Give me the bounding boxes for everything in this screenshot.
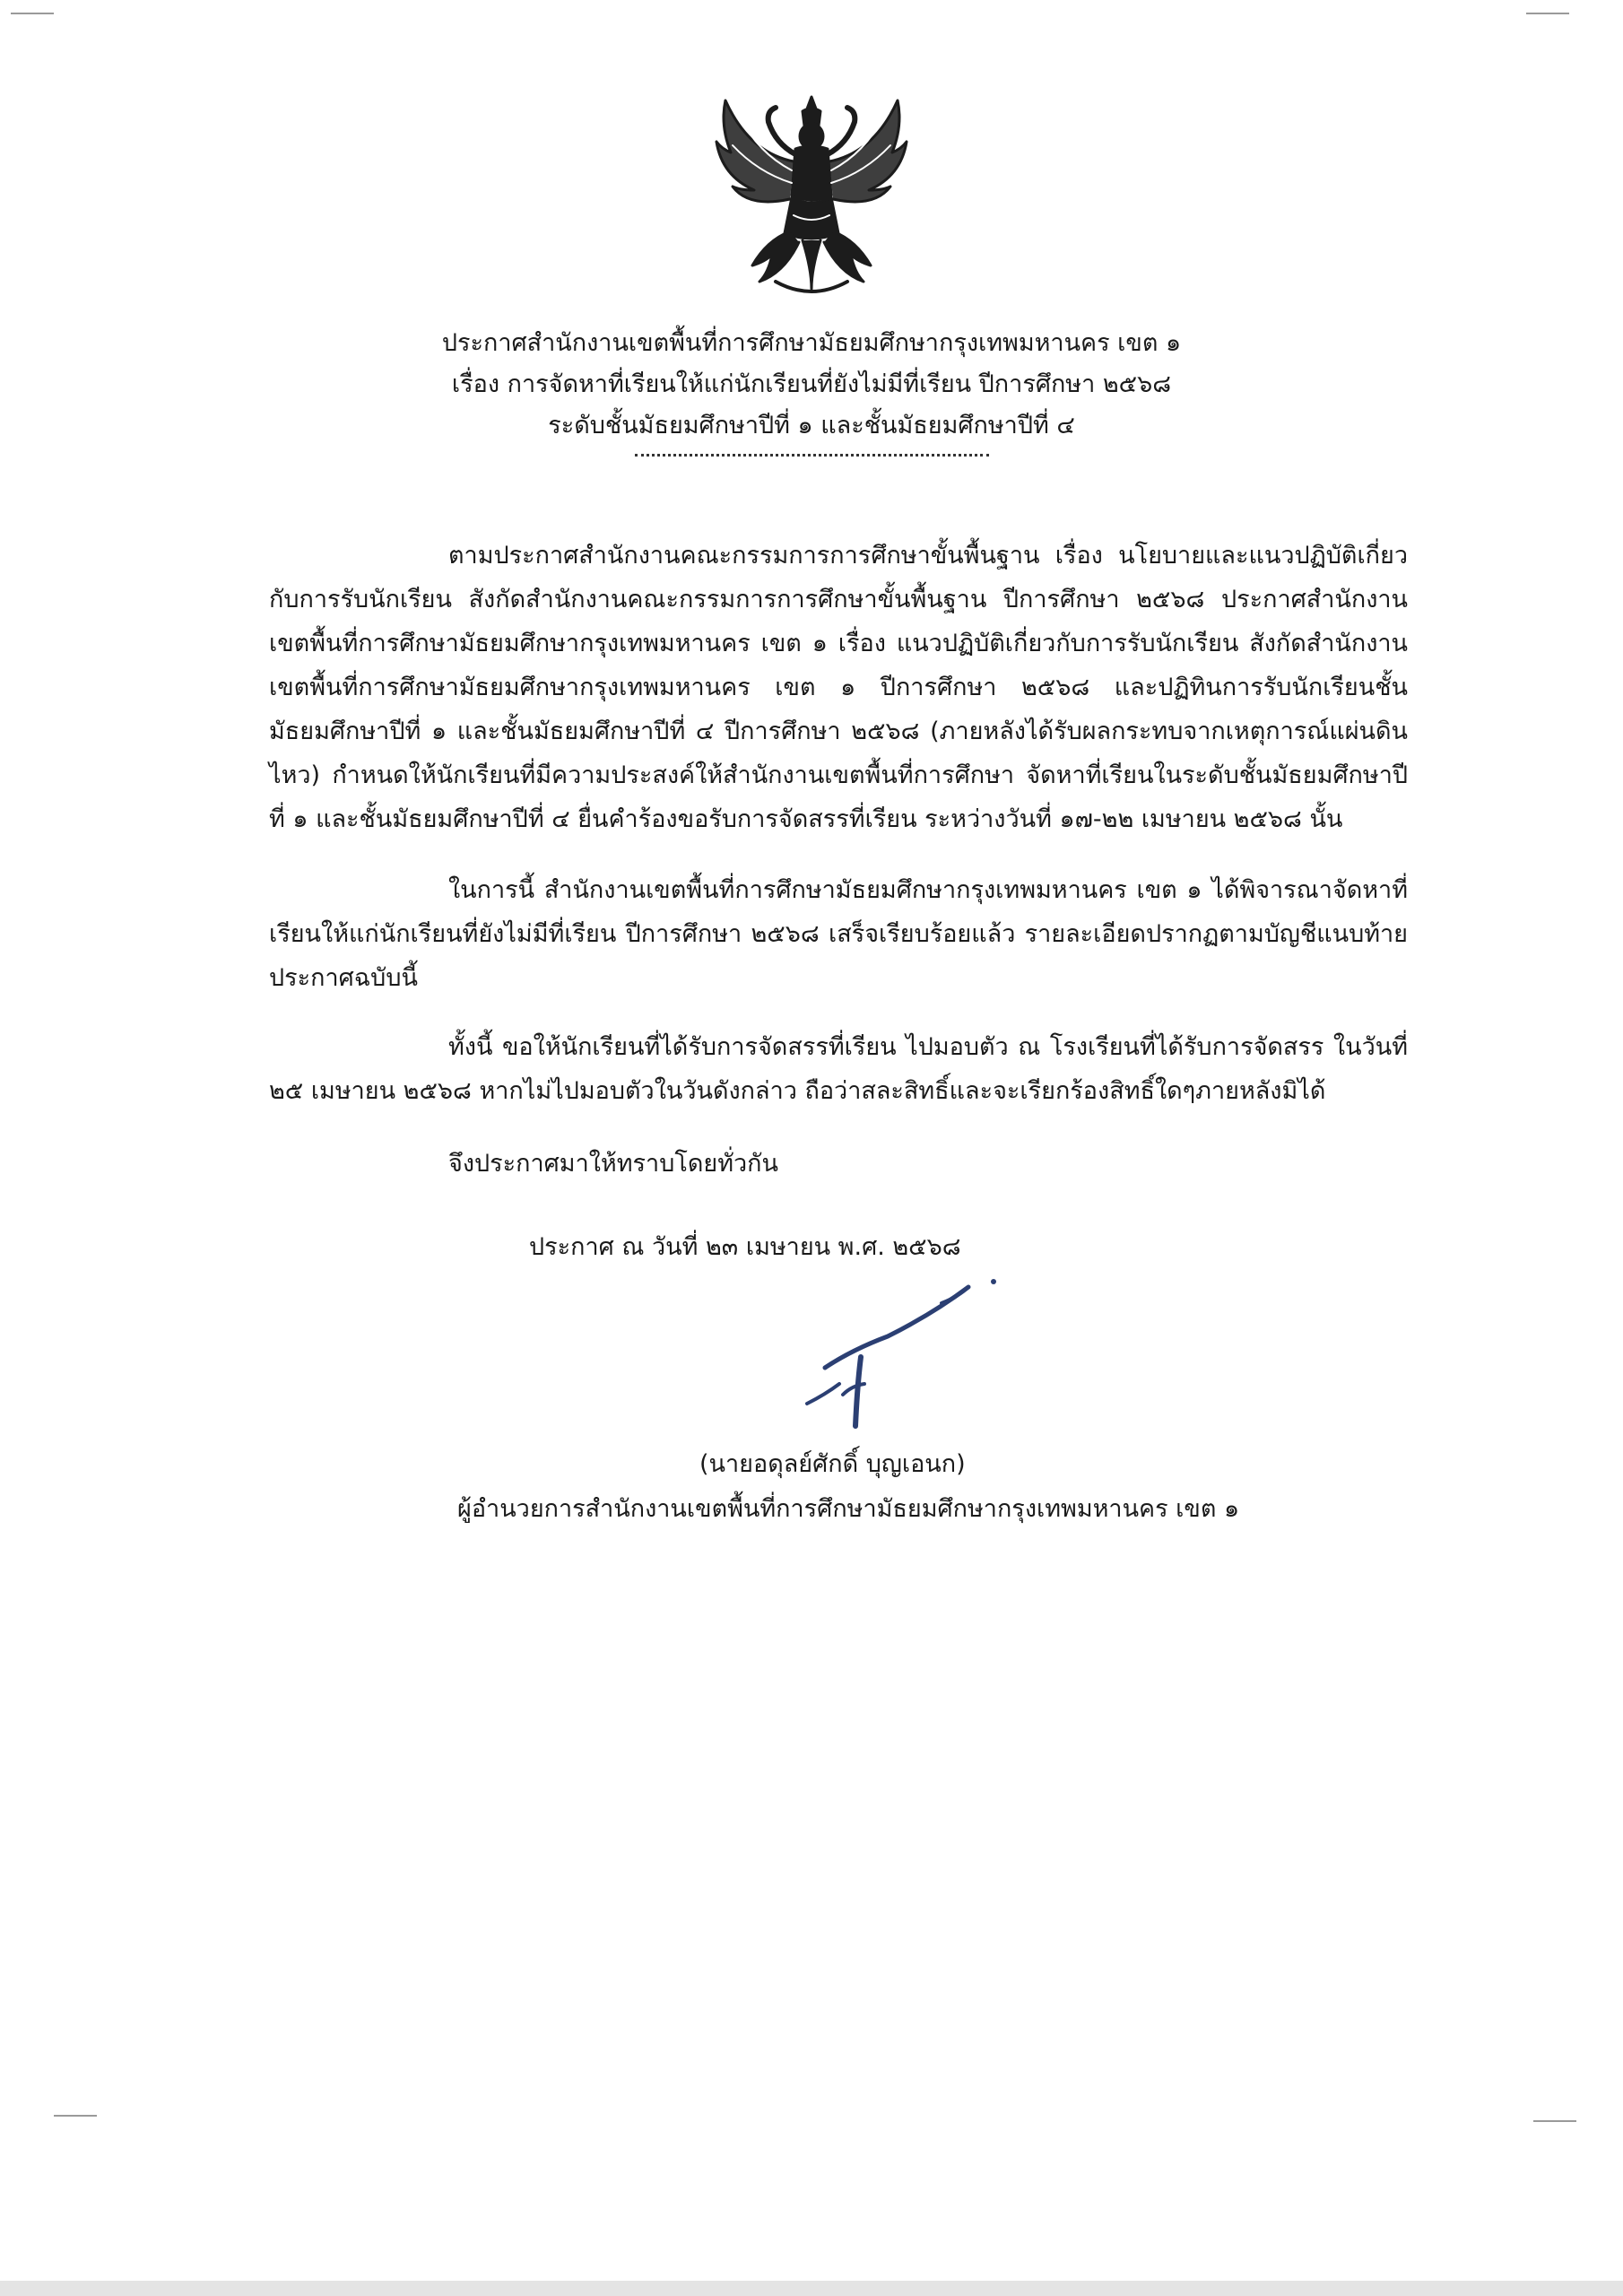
title-separator [635,454,989,457]
announcement-title: ประกาศสำนักงานเขตพื้นที่การศึกษามัธยมศึกษากรุงเทพมหานคร เขต ๑ [441,329,1182,357]
paragraph-result: ในการนี้ สำนักงานเขตพื้นที่การศึกษามัธยมศึกษากรุงเทพมหานคร เขต ๑ ได้พิจารณาจัดหาที่เรียนให้แก่นักเรียนที่ยังไม่มีที่เรียน ปีการศึกษา ๒๕๖๘ เสร็จเรียบร้อยแล้ว รายละเอียดปรากฏตามบัญชีแนบท้ายประกาศฉบับนี้ [269,876,1408,992]
scan-bottom-edge [0,2281,1623,2296]
closing-line: จึงประกาศมาให้ทราบโดยทั่วกัน [448,1150,778,1178]
crop-mark-bottom-right [1533,2120,1576,2122]
paragraph-instruction: ทั้งนี้ ขอให้นักเรียนที่ได้รับการจัดสรรที่เรียน ไปมอบตัว ณ โรงเรียนที่ได้รับการจัดสรร ในวันที่ ๒๕ เมษายน ๒๕๖๘ หากไม่ไปมอบตัวในวันดังกล่าว ถือว่าสละสิทธิ์และจะเรียกร้องสิทธิ์ใดๆภายหลังมิได้ [269,1033,1408,1105]
announcement-date: ประกาศ ณ วันที่ ๒๓ เมษายน พ.ศ. ๒๕๖๘ [529,1233,961,1261]
crop-mark-top-left [11,13,54,14]
announcement-header [323,323,1300,457]
signer-name: (นายอดุลย์ศักดิ์ บุญเอนก) [699,1450,966,1478]
announcement-subject: เรื่อง การจัดหาที่เรียนให้แก่นักเรียนที่ยังไม่มีที่เรียน ปีการศึกษา ๒๕๖๘ [451,370,1172,398]
crop-mark-bottom-left [54,2115,97,2117]
garuda-emblem-icon [713,90,910,296]
signer-title: ผู้อำนวยการสำนักงานเขตพื้นที่การศึกษามัธยมศึกษากรุงเทพมหานคร เขต ๑ [457,1495,1240,1523]
paragraph-background: ตามประกาศสำนักงานคณะกรรมการการศึกษาขั้นพื้นฐาน เรื่อง นโยบายและแนวปฏิบัติเกี่ยวกับการรับนักเรียน สังกัดสำนักงานคณะกรรมการการศึกษาขั้นพื้นฐาน ปีการศึกษา ๒๕๖๘ ประกาศสำนักงานเขตพื้นที่การศึกษามัธยมศึกษากรุงเทพมหานคร เขต ๑ เรื่อง แนวปฏิบัติเกี่ยวกับการรับนักเรียน สังกัดสำนักงานเขตพื้นที่การศึกษามัธยมศึกษากรุงเทพมหานคร เขต ๑ ปีการศึกษา ๒๕๖๘ และปฏิทินการรับนักเรียนชั้นมัธยมศึกษาปีที่ ๑ และชั้นมัธยมศึกษาปีที่ ๔ ปีการศึกษา ๒๕๖๘ (ภายหลังได้รับผลกระทบจากเหตุการณ์แผ่นดินไหว) กำหนดให้นักเรียนที่มีความประสงค์ให้สำนักงานเขตพื้นที่การศึกษา จัดหาที่เรียนในระดับชั้นมัธยมศึกษาปีที่ ๑ และชั้นมัธยมศึกษาปีที่ ๔ ยื่นคำร้องขอรับการจัดสรรที่เรียน ระหว่างวันที่ ๑๗-๒๒ เมษายน ๒๕๖๘ นั้น [269,542,1408,833]
crop-mark-top-right [1526,13,1569,14]
signature-icon [789,1260,1004,1439]
announcement-level: ระดับชั้นมัธยมศึกษาปีที่ ๑ และชั้นมัธยมศึกษาปีที่ ๔ [548,412,1075,439]
